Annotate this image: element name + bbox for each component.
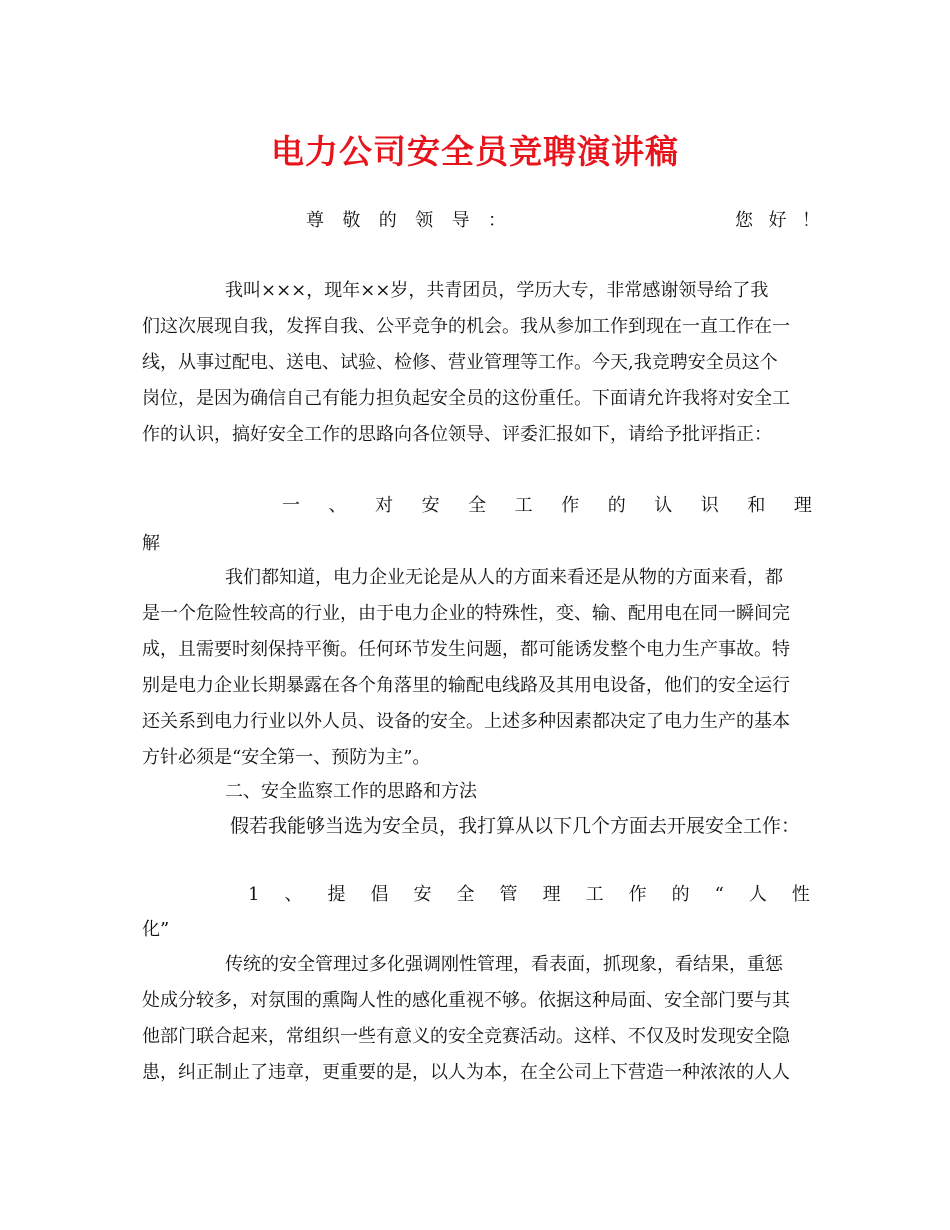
- heading-char: 、: [284, 884, 303, 905]
- heading-char: 识: [700, 495, 719, 516]
- paragraph-line: 作的认识，搞好安全工作的思路向各位领导、评委汇报如下，请给予批评指正：: [142, 424, 772, 445]
- heading-char: “: [714, 884, 724, 905]
- heading-char: 倡: [370, 884, 389, 905]
- heading-char: 安: [413, 884, 432, 905]
- greeting-char: 好: [768, 210, 787, 231]
- item1-heading-tail: 化”: [142, 919, 170, 940]
- document-title: 电力公司安全员竞聘演讲稿: [271, 132, 679, 171]
- heading-char: 理: [542, 884, 561, 905]
- paragraph-line: 患，纠正制止了违章，更重要的是，以人为本，在全公司上下营造一种浓浓的人人: [142, 1062, 790, 1083]
- heading-char: 、: [328, 495, 347, 516]
- heading-char: 管: [499, 884, 518, 905]
- heading-char: 工: [585, 884, 604, 905]
- heading-char: 提: [327, 884, 346, 905]
- heading-char: 全: [468, 495, 487, 516]
- paragraph-line: 方针必须是“安全第一、预防为主”。: [142, 747, 431, 768]
- paragraph-line: 传统的安全管理过多化强调刚性管理，看表面，抓现象，看结果，重惩: [225, 954, 783, 975]
- heading-char: 全: [456, 884, 475, 905]
- paragraph-line: 我们都知道，电力企业无论是从人的方面来看还是从物的方面来看，都: [225, 567, 783, 588]
- heading-char: 人: [748, 884, 767, 905]
- paragraph-line: 我叫×××，现年××岁，共青团员，学历大专，非常感谢领导给了我: [225, 280, 769, 301]
- heading-char: 的: [607, 495, 626, 516]
- greeting-char: 敬: [342, 210, 361, 231]
- paragraph-line: 线，从事过配电、送电、试验、检修、营业管理等工作。今天,我竞聘安全员这个: [142, 352, 778, 373]
- paragraph-line: 成，且需要时刻保持平衡。任何环节发生问题，都可能诱发整个电力生产事故。特: [142, 639, 790, 660]
- greeting-char: 领: [415, 210, 434, 231]
- heading-char: 1: [248, 884, 260, 905]
- paragraph-line: 还关系到电力行业以外人员、设备的安全。上述多种因素都决定了电力生产的基本: [142, 711, 790, 732]
- paragraph-line: 们这次展现自我，发挥自我、公平竞争的机会。我从参加工作到现在一直工作在一: [142, 316, 790, 337]
- paragraph-line: 别是电力企业长期暴露在各个角落里的输配电线路及其用电设备，他们的安全运行: [142, 675, 790, 696]
- heading-char: 的: [671, 884, 690, 905]
- greeting-char: 您: [735, 210, 753, 231]
- section1-heading-tail: 解: [142, 533, 160, 554]
- item1-heading: [248, 882, 810, 908]
- greeting-char: 尊: [306, 210, 324, 231]
- heading-char: 安: [421, 495, 440, 516]
- heading-char: 作: [561, 495, 580, 516]
- heading-char: 认: [654, 495, 673, 516]
- heading-char: 工: [514, 495, 533, 516]
- greeting-salutation: [306, 208, 506, 234]
- greeting-hello: [735, 208, 820, 234]
- greeting-char: ：: [487, 210, 506, 231]
- heading-char: 性: [791, 884, 810, 905]
- heading-char: 一: [282, 495, 300, 516]
- heading-char: 和: [747, 495, 766, 516]
- greeting-char: ！: [802, 210, 820, 231]
- section2-intro: 假若我能够当选为安全员，我打算从以下几个方面去开展安全工作：: [230, 815, 801, 837]
- paragraph-line: 是一个危险性较高的行业，由于电力企业的特殊性，变、输、配用电在同一瞬间完: [142, 603, 790, 624]
- paragraph-line: 处成分较多，对氛围的熏陶人性的感化重视不够。依据这种局面、安全部门要与其: [142, 990, 790, 1011]
- section1-heading: [282, 493, 812, 519]
- heading-char: 对: [375, 495, 394, 516]
- heading-char: 理: [793, 495, 812, 516]
- paragraph-line: 他部门联合起来，常组织一些有意义的安全竞赛活动。这样、不仅及时发现安全隐: [142, 1026, 790, 1047]
- greeting-char: 的: [378, 210, 397, 231]
- section2-heading: 二、安全监察工作的思路和方法: [225, 781, 477, 802]
- greeting-char: 导: [451, 210, 470, 231]
- paragraph-line: 岗位，是因为确信自己有能力担负起安全员的这份重任。下面请允许我将对安全工: [142, 388, 790, 409]
- heading-char: 作: [628, 884, 647, 905]
